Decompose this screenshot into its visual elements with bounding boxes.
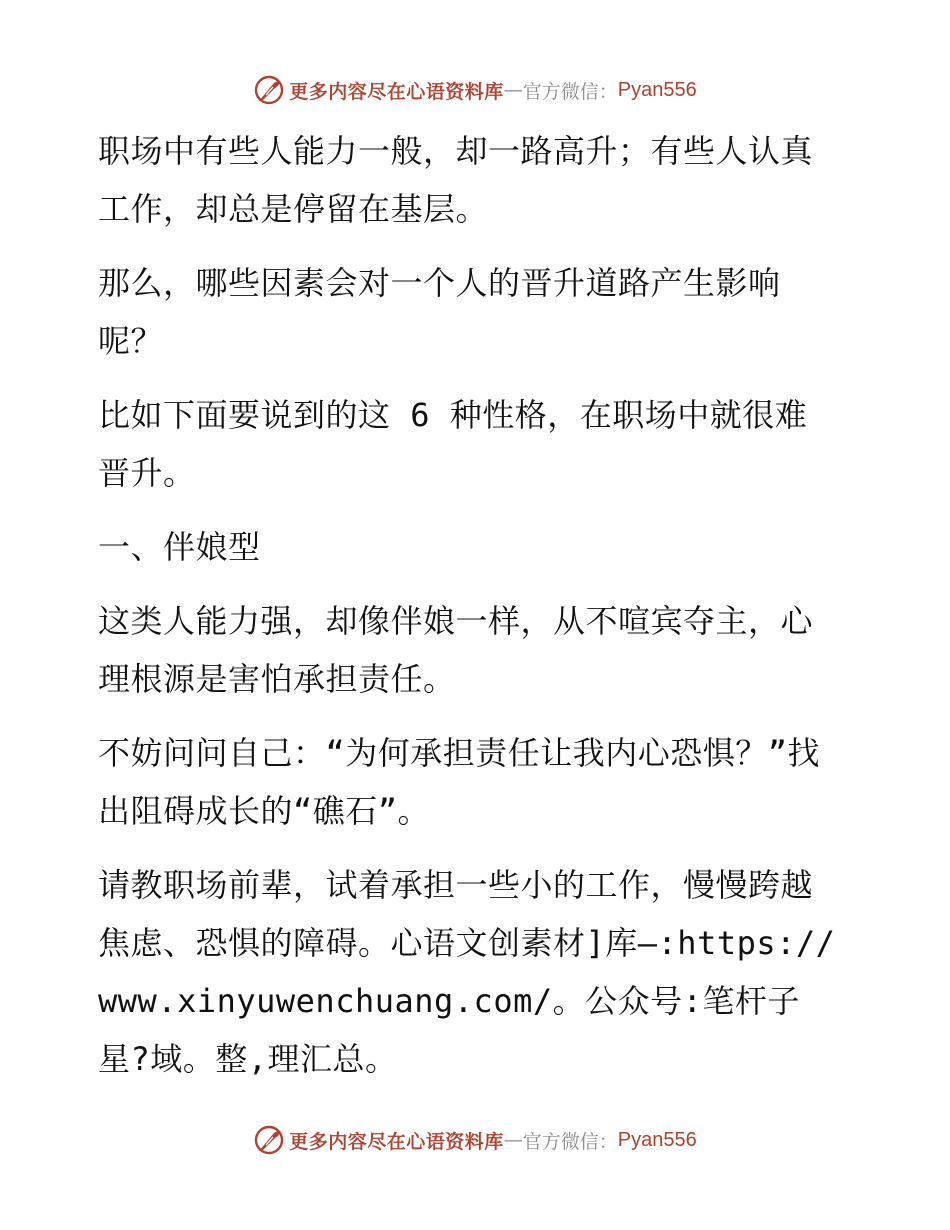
footer-banner bbox=[0, 1120, 950, 1160]
quill-pen-icon bbox=[253, 1124, 285, 1156]
header-banner bbox=[0, 70, 950, 110]
article-body bbox=[98, 122, 838, 1104]
paragraph-description: 这类人能力强，却像伴娘一样，从不喧宾夺主，心理根源是害怕承担责任。 bbox=[98, 602, 814, 698]
banner-wechat-id: Pyan556 bbox=[617, 78, 697, 101]
quill-pen-icon bbox=[253, 74, 285, 106]
section-heading: 一、伴娘型 bbox=[98, 528, 261, 566]
paragraph-advice: 请教职场前辈，试着承担一些小的工作，慢慢跨越焦虑、恐惧的障碍。心语文创素材]库—:https://www.xinyuwenchuang.com/。公众号:笔杆子星?域。整,理汇总。 bbox=[98, 866, 836, 1078]
paragraph-self-question: 不妨问问自己：“为何承担责任让我内心恐惧？”找出阻碍成长的“礁石”。 bbox=[98, 734, 821, 830]
banner-wechat-label: 官方微信： bbox=[522, 1130, 618, 1153]
banner-dash: — bbox=[503, 1129, 523, 1151]
banner-wechat-id: Pyan556 bbox=[617, 1128, 697, 1151]
paragraph-question: 那么，哪些因素会对一个人的晋升道路产生影响呢？ bbox=[98, 264, 781, 360]
banner-title: 更多内容尽在心语资料库 bbox=[289, 80, 504, 103]
paragraph-six-traits: 比如下面要说到的这 6 种性格，在职场中就很难晋升。 bbox=[98, 396, 808, 492]
banner-title: 更多内容尽在心语资料库 bbox=[289, 1130, 504, 1153]
paragraph-intro: 职场中有些人能力一般，却一路高升；有些人认真工作，却总是停留在基层。 bbox=[98, 132, 814, 228]
banner-wechat-label: 官方微信： bbox=[522, 80, 618, 103]
banner-dash: — bbox=[503, 79, 523, 101]
